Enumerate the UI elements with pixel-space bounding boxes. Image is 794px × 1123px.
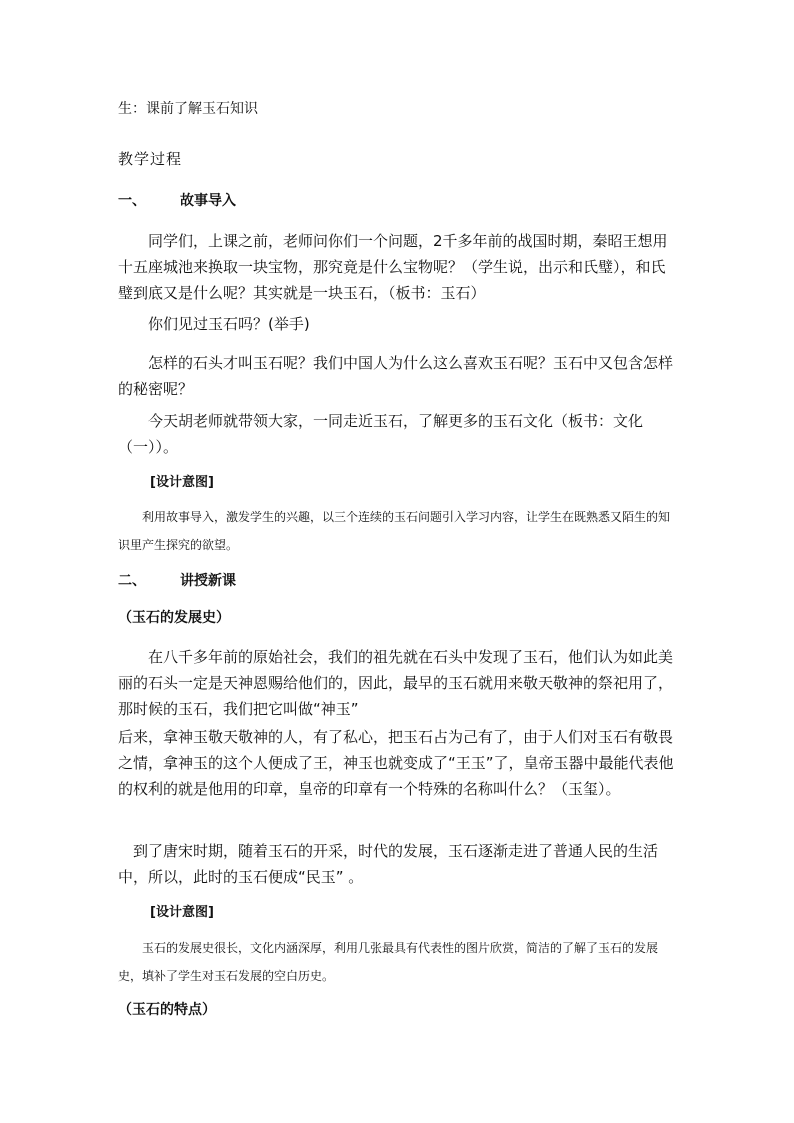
process-title: 教学过程: [118, 150, 183, 168]
section2-title: 讲授新课: [180, 573, 236, 589]
section2-paragraph-3: 到了唐宋时期，随着玉石的开采，时代的发展，玉石逐渐走进了普通人民的生活中，所以，此时的玉石便成“民玉” 。: [118, 842, 659, 886]
section2-paragraph-1: 在八千多年前的原始社会，我们的祖先就在石头中发现了玉石，他们认为如此美丽的石头一定是天神恩赐给他们的，因此，最早的玉石就用来敬天敬神的祭祀用了，那时候的玉石，我们把它叫做“神玉”: [118, 648, 674, 718]
section2-design-text: 玉石的发展史很长，文化内涵深厚，利用几张最具有代表性的图片欣赏，简洁的了解了玉石的发展史，填补了学生对玉石发展的空白历史。: [118, 941, 659, 983]
section2-paragraph-2: 后来，拿神玉敬天敬神的人，有了私心，把玉石占为己有了，由于人们对玉石有敬畏之情，拿神玉的这个人便成了王，神玉也就变成了“王玉”了，皇帝玉器中最能代表他的权利的就是他用的印章，皇帝的印章有一个特殊的名称叫什么？（玉玺）。: [118, 728, 674, 798]
prep-line: 生：课前了解玉石知识: [118, 101, 258, 117]
section2-number: 二、: [118, 573, 146, 589]
section1-number: 一、: [118, 193, 146, 209]
section1-title: 故事导入: [180, 193, 236, 209]
section2-design-note: [118, 934, 678, 990]
section1-paragraph-1: 同学们，上课之前，老师问你们一个问题，2千多年前的战国时期，秦昭王想用十五座城池来换取一块宝物，那究竟是什么宝物呢？（学生说，出示和氏璧），和氏璧到底又是什么呢？其实就是一块玉石，（板书：玉石）: [118, 232, 668, 302]
section2-heading: [118, 570, 678, 592]
section1-paragraph-2: 你们见过玉石吗？(举手): [148, 315, 310, 333]
section1-design-label: [设计意图]: [150, 475, 214, 490]
section1-design-text: 利用故事导入，激发学生的兴趣，以三个连续的玉石问题引入学习内容，让学生在既熟悉又陌生的知识里产生探究的欲望。: [118, 510, 671, 552]
section2-subheading-history: （玉石的发展史）: [118, 610, 230, 626]
section1-paragraph-3: 怎样的石头才叫玉石呢？我们中国人为什么这么喜欢玉石呢？玉石中又包含怎样的秘密呢？: [118, 354, 674, 398]
section2-design-label: [设计意图]: [150, 905, 214, 920]
section2-subheading-features: （玉石的特点）: [118, 1002, 216, 1018]
section1-design-note: [118, 503, 678, 559]
section1-paragraph-4: 今天胡老师就带领大家，一同走近玉石，了解更多的玉石文化（板书：文化（一））。: [118, 412, 644, 456]
section1-heading: [118, 190, 678, 212]
